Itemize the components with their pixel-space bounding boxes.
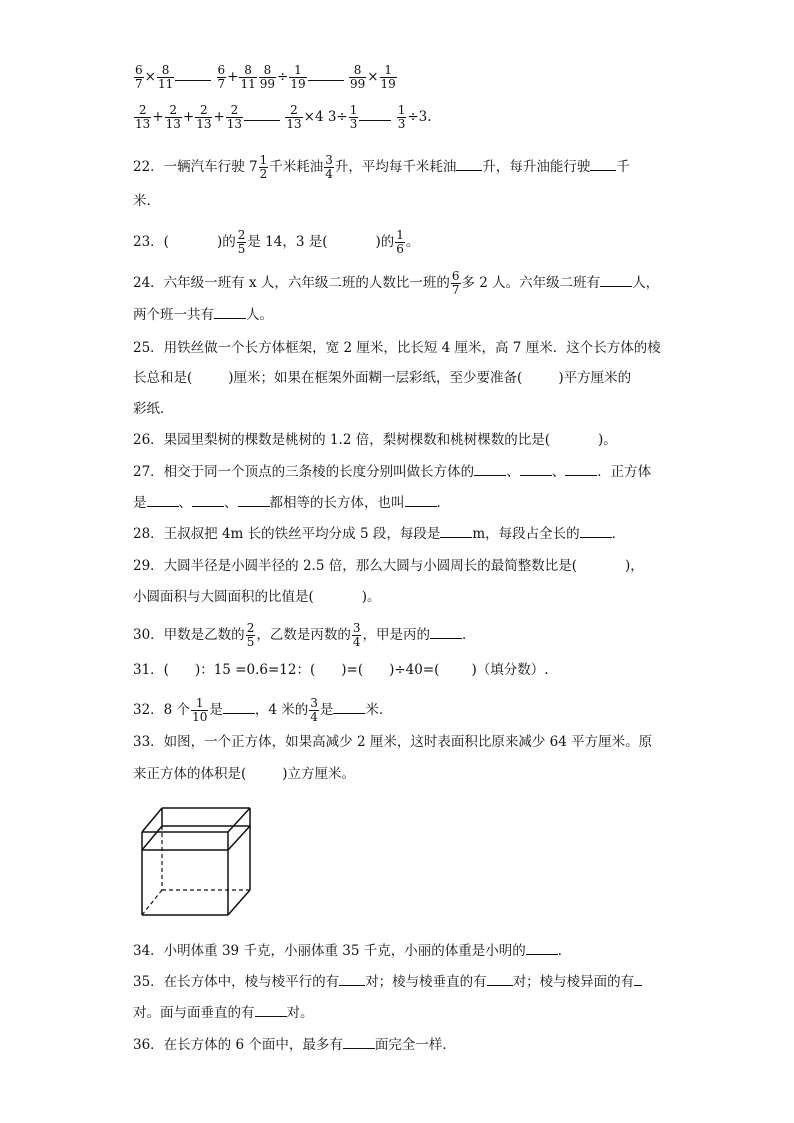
question-33: 33．如图，一个正方体，如果高减少 2 厘米，这时表面积比原来减少 64 平方厘米。原 bbox=[133, 734, 653, 750]
answer-blank[interactable] bbox=[634, 973, 642, 986]
answer-blank[interactable] bbox=[333, 701, 365, 714]
calc-row-2: $\frac{2}{13}$ + $\frac{2}{13}$ + $\frac{2}{13}$ + $\frac{2}{13}$ $\frac{2}{13}$ ×4 3÷ $\frac{1}{3}$ $\frac{1}{3}$ ÷3. bbox=[135, 103, 432, 131]
question-24-line-2: 两个班一共有 人。 bbox=[133, 307, 273, 323]
fraction: $\frac{6}{7}$ bbox=[451, 269, 460, 297]
question-26: 26．果园里梨树的棵数是桃树的 1.2 倍，梨树棵数和桃树棵数的比是( )。 bbox=[133, 432, 617, 448]
answer-blank[interactable] bbox=[363, 662, 389, 674]
answer-blank[interactable] bbox=[522, 370, 558, 382]
answer-blank[interactable] bbox=[474, 463, 506, 476]
answer-blank[interactable] bbox=[580, 525, 612, 538]
answer-blank[interactable] bbox=[192, 494, 224, 507]
answer-blank[interactable] bbox=[169, 662, 195, 674]
question-30: 30．甲数是乙数的 $\frac{2}{5}$ ，乙数是丙数的 $\frac{3}{4}$ ，甲是丙的 ． bbox=[133, 621, 476, 649]
question-34: 34．小明体重 39 千克，小丽体重 35 千克，小丽的体重是小明的 ． bbox=[133, 943, 572, 959]
fraction: $\frac{1}{6}$ bbox=[396, 228, 404, 256]
fraction: $\frac{3}{4}$ bbox=[325, 153, 333, 181]
fraction: $\frac{2}{13}$ bbox=[165, 103, 181, 131]
answer-blank[interactable] bbox=[526, 942, 558, 955]
cube-diagram bbox=[140, 800, 260, 920]
question-27: 27．相交于同一个顶点的三条棱的长度分别叫做长方体的 、 、 ．正方体 bbox=[133, 464, 652, 480]
answer-blank[interactable] bbox=[223, 701, 255, 714]
fraction: $\frac{2}{13}$ bbox=[135, 103, 151, 131]
answer-blank[interactable] bbox=[192, 370, 228, 382]
question-32: 32．8 个 $\frac{1}{10}$ 是 ，4 米的 $\frac{3}{4}$ 是 米． bbox=[133, 696, 393, 724]
question-25-line-3: 彩纸． bbox=[133, 401, 174, 417]
fraction: $\frac{3}{4}$ bbox=[310, 696, 318, 724]
answer-blank[interactable] bbox=[315, 662, 341, 674]
answer-blank[interactable] bbox=[169, 234, 217, 246]
answer-blank[interactable] bbox=[520, 463, 552, 476]
question-25-line-2: 长总和是( )厘米；如果在框架外面糊一层彩纸，至少要准备( )平方厘米的 bbox=[133, 370, 632, 386]
fraction: $\frac{1}{19}$ bbox=[380, 63, 396, 91]
answer-blank[interactable] bbox=[577, 558, 625, 570]
answer-blank[interactable] bbox=[175, 68, 211, 81]
fraction: $\frac{2}{5}$ bbox=[246, 621, 255, 649]
fraction: $\frac{1}{3}$ bbox=[397, 103, 406, 131]
question-22: 22．一辆汽车行驶 7 $\frac{1}{2}$ 千米耗油 $\frac{3}{4}$ 升，平均每千米耗油 升，每升油能行驶 千 bbox=[133, 153, 630, 181]
fraction: $\frac{2}{13}$ bbox=[286, 103, 302, 131]
fraction: $\frac{1}{2}$ bbox=[259, 153, 268, 181]
question-29-line-2: 小圆面积与大圆面积的比值是( )。 bbox=[133, 589, 381, 605]
fraction: $\frac{6}{7}$ bbox=[217, 63, 226, 91]
answer-blank[interactable] bbox=[308, 68, 344, 81]
answer-blank[interactable] bbox=[565, 463, 597, 476]
fraction: $\frac{1}{19}$ bbox=[290, 63, 306, 91]
answer-blank[interactable] bbox=[244, 108, 280, 121]
answer-blank[interactable] bbox=[550, 432, 598, 444]
answer-blank[interactable] bbox=[439, 662, 471, 674]
answer-blank[interactable] bbox=[440, 525, 472, 538]
answer-blank[interactable] bbox=[147, 494, 179, 507]
fraction: $\frac{3}{4}$ bbox=[352, 621, 361, 649]
calc-row-1: $\frac{6}{7}$ × $\frac{8}{11}$ $\frac{6}{7}$ + $\frac{8}{11}$ $\frac{8}{99}$ ÷ $\frac{1}{19}$ $\frac{8}{99}$ × $\frac{1}{19}$ bbox=[135, 63, 396, 91]
answer-blank[interactable] bbox=[246, 766, 282, 778]
fraction: $\frac{6}{7}$ bbox=[135, 63, 143, 91]
answer-blank[interactable] bbox=[339, 973, 365, 986]
answer-blank[interactable] bbox=[456, 158, 482, 171]
fraction: $\frac{8}{11}$ bbox=[157, 63, 174, 91]
fraction: $\frac{2}{5}$ bbox=[237, 228, 246, 256]
answer-blank[interactable] bbox=[430, 626, 462, 639]
question-23: 23．( )的 $\frac{2}{5}$ 是 14，3 是( )的 $\frac{1}{6}$ 。 bbox=[133, 228, 420, 256]
question-25: 25．用铁丝做一个长方体框架，宽 2 厘米，比长短 4 厘米，高 7 厘米．这个长方体的棱 bbox=[133, 340, 661, 356]
fraction: $\frac{8}{99}$ bbox=[349, 63, 366, 91]
question-24: 24．六年级一班有 x 人，六年级二班的人数比一班的 $\frac{6}{7}$ 多 2 人。六年级二班有 人， bbox=[133, 269, 660, 297]
answer-blank[interactable] bbox=[328, 234, 376, 246]
fraction: $\frac{1}{3}$ bbox=[349, 103, 358, 131]
answer-blank[interactable] bbox=[214, 306, 246, 319]
answer-blank[interactable] bbox=[487, 973, 513, 986]
question-35: 35．在长方体中，棱与棱平行的有 对；棱与棱垂直的有 对；棱与棱异面的有 bbox=[133, 973, 642, 991]
question-33-line-2: 来正方体的体积是( )立方厘米。 bbox=[133, 766, 356, 782]
fraction: $\frac{2}{13}$ bbox=[196, 103, 212, 131]
answer-blank[interactable] bbox=[314, 589, 362, 601]
answer-blank[interactable] bbox=[238, 494, 270, 507]
question-29: 29．大圆半径是小圆半径的 2.5 倍，那么大圆与小圆周长的最简整数比是( )， bbox=[133, 558, 644, 574]
answer-blank[interactable] bbox=[343, 1036, 375, 1049]
answer-blank[interactable] bbox=[359, 108, 391, 121]
fraction: $\frac{2}{13}$ bbox=[226, 103, 243, 131]
answer-blank[interactable] bbox=[405, 494, 437, 507]
question-27-line-2: 是 、 、 都相等的长方体，也叫 ． bbox=[133, 495, 450, 511]
answer-blank[interactable] bbox=[255, 1004, 287, 1017]
answer-blank[interactable] bbox=[590, 158, 616, 171]
question-35-line-2: 对。面与面垂直的有 对。 bbox=[133, 1005, 314, 1021]
fraction: $\frac{1}{10}$ bbox=[192, 696, 208, 724]
question-31: 31．( )：15 =0.6=12：( )=( )÷40=( )（填分数）. bbox=[133, 662, 549, 678]
question-36: 36．在长方体的 6 个面中，最多有 面完全一样． bbox=[133, 1037, 456, 1053]
fraction: $\frac{8}{99}$ bbox=[259, 63, 276, 91]
question-22-line-2: 米． bbox=[133, 193, 160, 209]
question-28: 28．王叔叔把 4m 长的铁丝平均分成 5 段，每段是 m，每段占全长的 ． bbox=[133, 526, 626, 542]
answer-blank[interactable] bbox=[600, 274, 632, 287]
fraction: $\frac{8}{11}$ bbox=[240, 63, 256, 91]
